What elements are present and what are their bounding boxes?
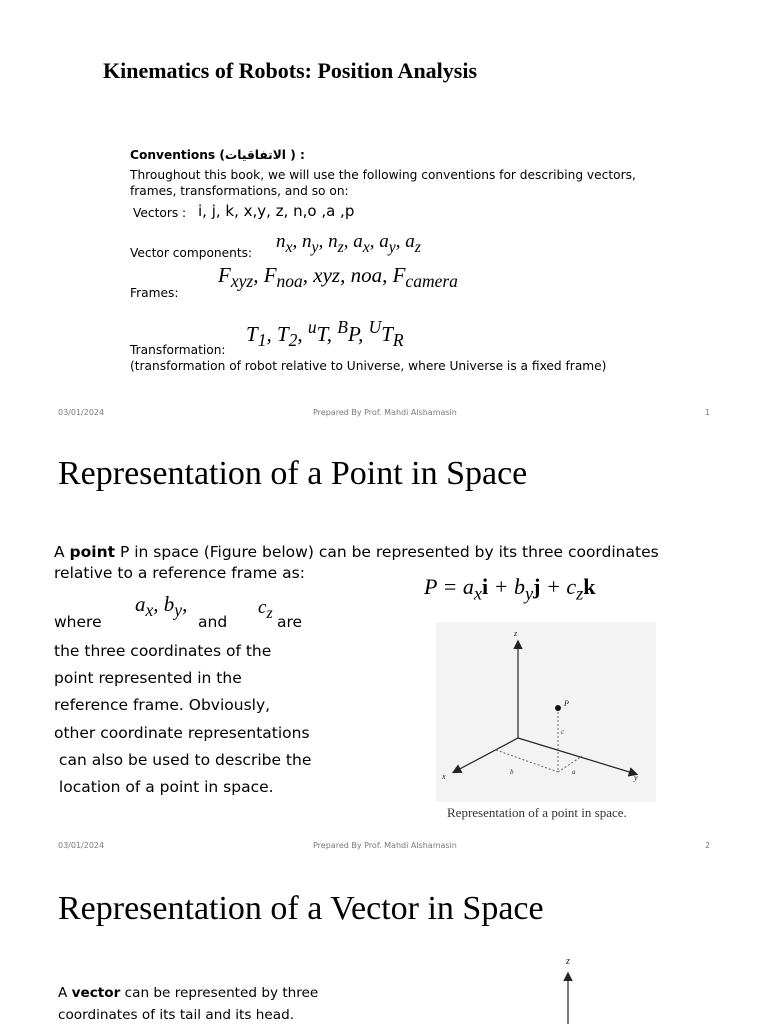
y-label: y [634, 773, 638, 782]
y-axis [518, 738, 636, 774]
body-line: reference frame. Obviously, [54, 696, 271, 715]
and-word: and [198, 613, 228, 631]
body-line: other coordinate representations [54, 723, 310, 742]
z-label: z [514, 629, 518, 638]
vector-intro-line-2: coordinates of its tail and its head. [58, 1007, 295, 1023]
footer-author: Prepared By Prof. Mahdi Alshamasin [313, 408, 457, 417]
coords-ax-by: $a_x$, $b_y$, [135, 592, 188, 621]
p-label: P [564, 699, 569, 708]
ax-projection [558, 756, 582, 772]
intro-prefix: A [54, 543, 70, 561]
vector-intro-line-1 [58, 982, 318, 1004]
footer-page-number: 1 [705, 408, 711, 417]
frames-formula: $F_{xyz}$, $F_{noa}$, xyz, noa, $F_{camera}$ [218, 263, 458, 292]
footer-page-number: 2 [705, 841, 711, 850]
point-keyword: point [69, 543, 116, 561]
slide1-title: Kinematics of Robots: Position Analysis [103, 58, 478, 83]
line1-prefix: A [58, 985, 72, 1001]
footer-date: 03/01/2024 [58, 841, 105, 850]
point-figure-svg [436, 622, 656, 802]
vector-keyword: vector [71, 985, 121, 1001]
footer-author: Prepared By Prof. Mahdi Alshamasin [313, 841, 457, 850]
footer-date: 03/01/2024 [58, 408, 105, 417]
intro-line-1: Throughout this book, we will use the following conventions for describing vectors, [130, 168, 636, 182]
transformation-note: (transformation of robot relative to Universe, where Universe is a fixed frame) [130, 359, 607, 373]
vector-figure [540, 950, 600, 1024]
point-body [54, 638, 311, 801]
vector-components-label: Vector components: [130, 246, 253, 260]
x-axis [454, 738, 518, 772]
intro-line-2: frames, transformations, and so on: [130, 184, 349, 198]
slide3-title: Representation of a Vector in Space [58, 890, 544, 927]
point-equation: $P = a_xi + b_yj + c_zk$ [424, 574, 596, 604]
line1-rest: can be represented by three [120, 985, 319, 1001]
frames-label: Frames: [130, 286, 179, 300]
transformation-formula: $T_1$, $T_2$, $^u$T, $^B$P, $^UT_R$ [246, 317, 404, 351]
point-intro [54, 542, 694, 584]
z-label: z [566, 956, 570, 967]
where-word: where [54, 613, 102, 631]
body-line: the three coordinates of the [54, 642, 272, 660]
point-p-marker [555, 705, 561, 711]
figure-caption: Representation of a point in space. [447, 805, 627, 820]
slide2-title: Representation of a Point in Space [58, 455, 528, 492]
cz-label: c [561, 728, 565, 736]
body-line: can also be used to describe the [54, 750, 312, 769]
body-line: location of a point in space. [54, 778, 274, 797]
point-in-space-figure [436, 622, 656, 802]
vectors-label: Vectors : [133, 206, 187, 220]
vector-figure-svg [540, 950, 600, 1024]
are-word: are [277, 613, 303, 631]
vector-intro [58, 982, 318, 1026]
x-label: x [442, 772, 446, 781]
by-label: b [510, 768, 514, 776]
transformation-label: Transformation: [130, 343, 226, 357]
conventions-heading: Conventions (الاتفاقيات ) : [130, 148, 305, 162]
vector-components-formula: $n_x$, $n_y$, $n_z$, $a_x$, $a_y$, $a_z$ [276, 231, 421, 256]
conventions-intro [130, 167, 650, 199]
point-intro-line-2: relative to a reference frame as: [54, 564, 305, 582]
ax-label: a [572, 768, 576, 776]
body-line: point represented in the [54, 669, 242, 688]
intro-rest: P in space (Figure below) can be represented by its three coordinates [115, 543, 659, 561]
point-intro-line-1 [54, 542, 694, 563]
by-projection [496, 750, 558, 772]
vectors-value: i, j, k, x,y, z, n,o ,a ,p [198, 202, 355, 220]
coord-cz: $c_z$ [258, 597, 273, 622]
